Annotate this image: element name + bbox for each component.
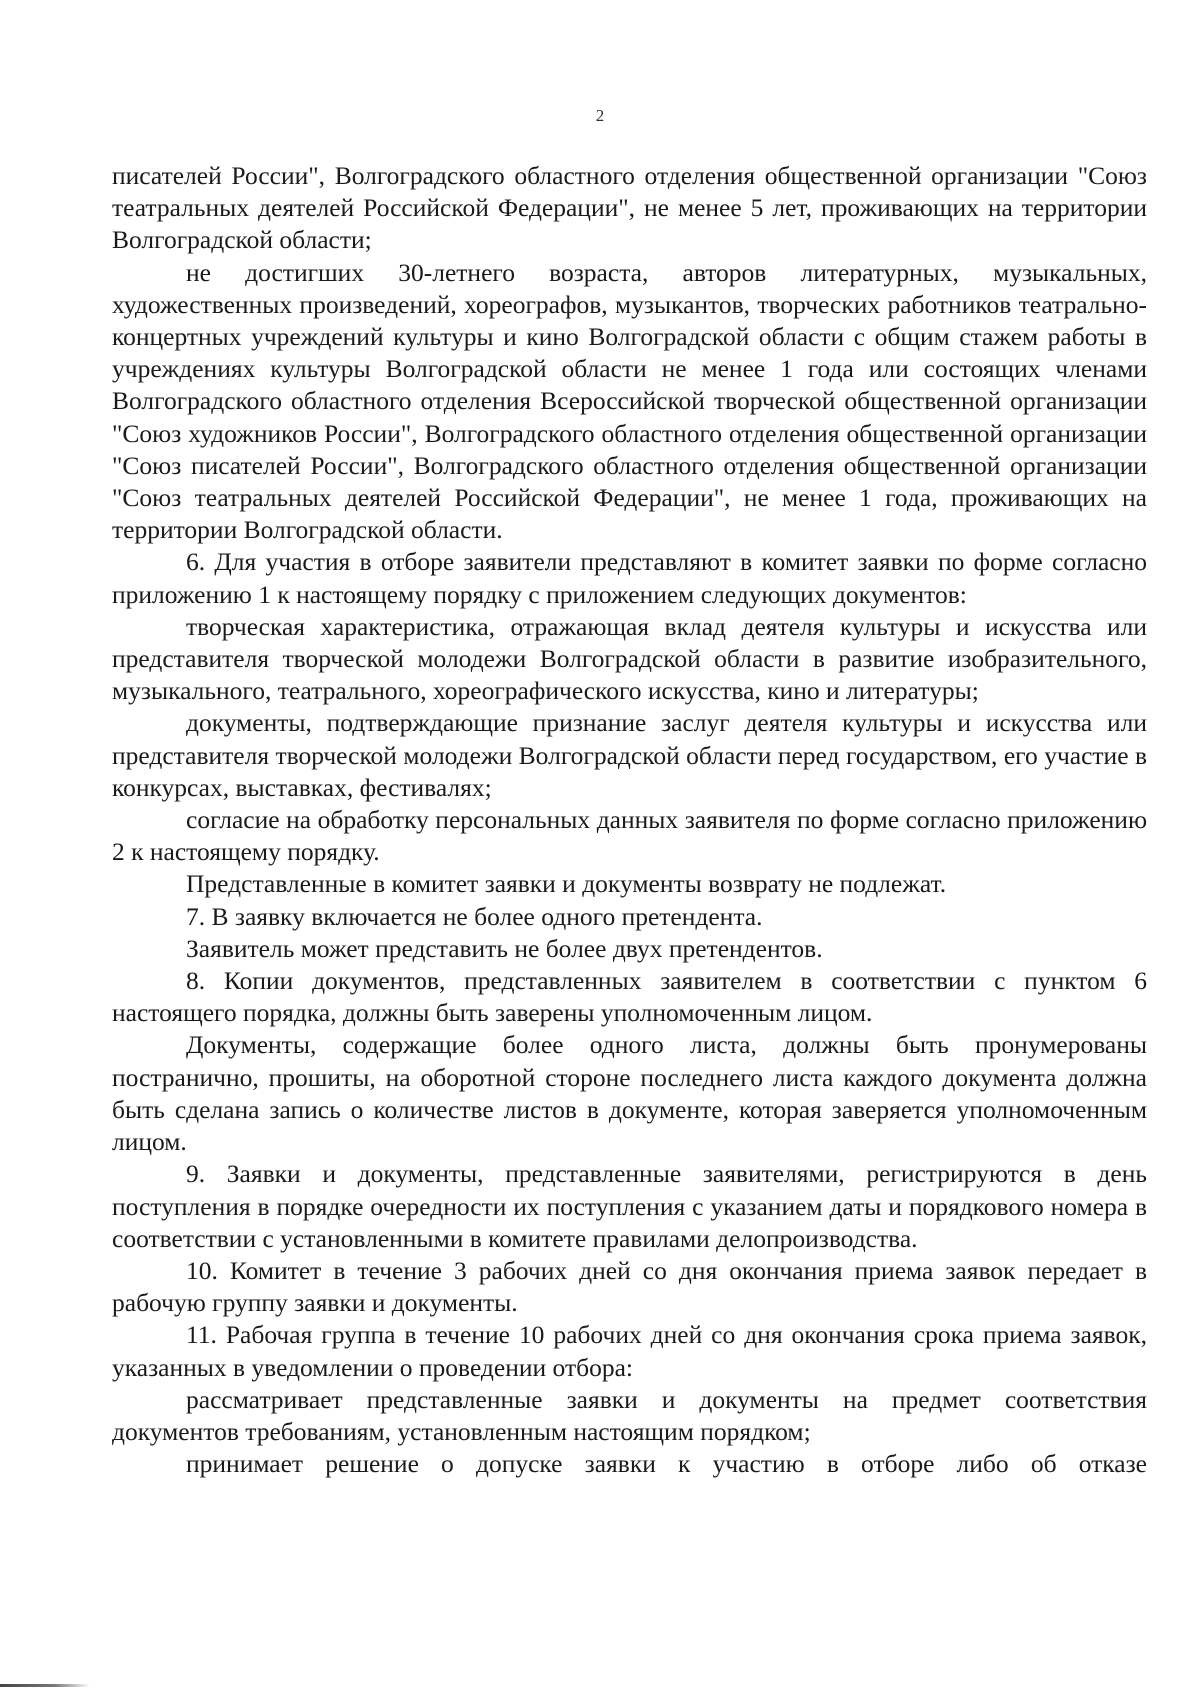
scan-edge-mark [0, 1684, 90, 1687]
paragraph-item-8: 8. Копии документов, представленных заявителем в соответствии с пунктом 6 настоящего порядка, должны быть заверены уполномоченным лицом. [112, 966, 1147, 1028]
paragraph-multi-page-documents: Документы, содержащие более одного листа, должны быть пронумерованы постранично, прошиты, на оборотной стороне последнего листа каждого документа должна быть сделана запись о количестве листов в документе, которая заверяется уполномоченным лицом. [112, 1030, 1147, 1157]
paragraph-creative-characteristic: творческая характеристика, отражающая вклад деятеля культуры и искусства или представителя творческой молодежи Волгоградской области в развитие изобразительного, музыкального, театрального, хореографического искусства, кино и литературы; [112, 611, 1147, 706]
paragraph-no-return: Представленные в комитет заявки и документы возврату не подлежат. [186, 869, 947, 899]
paragraph-item-7: 7. В заявку включается не более одного претендента. [186, 901, 763, 931]
paragraph-recognition-documents: документы, подтверждающие признание заслуг деятеля культуры и искусства или представителя творческой молодежи Волгоградской области перед государством, его участие в конкурсах, выставках, фестивалях; [112, 708, 1147, 802]
paragraph-item-11: 11. Рабочая группа в течение 10 рабочих дней со дня окончания срока приема заявок, указанных в уведомлении о проведении отбора: [112, 1320, 1147, 1382]
page-number: 2 [595, 106, 605, 125]
paragraph-youth-criteria: не достигших 30-летнего возраста, авторов литературных, музыкальных, художественных произведений, хореографов, музыкантов, творческих работников театрально-концертных учреждений культуры и кино Волгоградской области с общим стажем работы в учреждениях культуры Волгоградской области не менее 1 года или состоящих членами Волгоградского областного отделения Всероссийской творческой общественной организации "Союз художников России", Волгоградского областного отделения общественной организации "Союз писателей России", Волгоградского областного отделения общественной организации "Союз театральных деятелей Российской Федерации", не менее 1 года, проживающих на территории Волгоградской области. [112, 257, 1147, 545]
paragraph-review-applications: рассматривает представленные заявки и документы на предмет соответствия документов требованиям, установленным настоящим порядком; [112, 1384, 1147, 1446]
paragraph-item-9: 9. Заявки и документы, представленные заявителями, регистрируются в день поступления в порядке очередности их поступления с указанием даты и порядкового номера в соответствии с установленными в комитете правилами делопроизводства. [112, 1159, 1147, 1253]
paragraph-two-candidates: Заявитель может представить не более двух претендентов. [186, 933, 823, 963]
paragraph-admission-decision: принимает решение о допуске заявки к участию в отборе либо об отказе [186, 1449, 1147, 1479]
paragraph-continuation: писателей России", Волгоградского областного отделения общественной организации "Союз театральных деятелей Российской Федерации", не менее 5 лет, проживающих на территории Волгоградской области; [112, 161, 1147, 255]
paragraph-item-10: 10. Комитет в течение 3 рабочих дней со дня окончания приема заявок передает в рабочую группу заявки и документы. [112, 1255, 1147, 1318]
document-body [112, 160, 1147, 1480]
paragraph-item-6: 6. Для участия в отборе заявители представляют в комитет заявки по форме согласно приложению 1 к настоящему порядку с приложением следующих документов: [112, 547, 1147, 609]
paragraph-personal-data-consent: согласие на обработку персональных данных заявителя по форме согласно приложению 2 к настоящему порядку. [112, 805, 1147, 867]
